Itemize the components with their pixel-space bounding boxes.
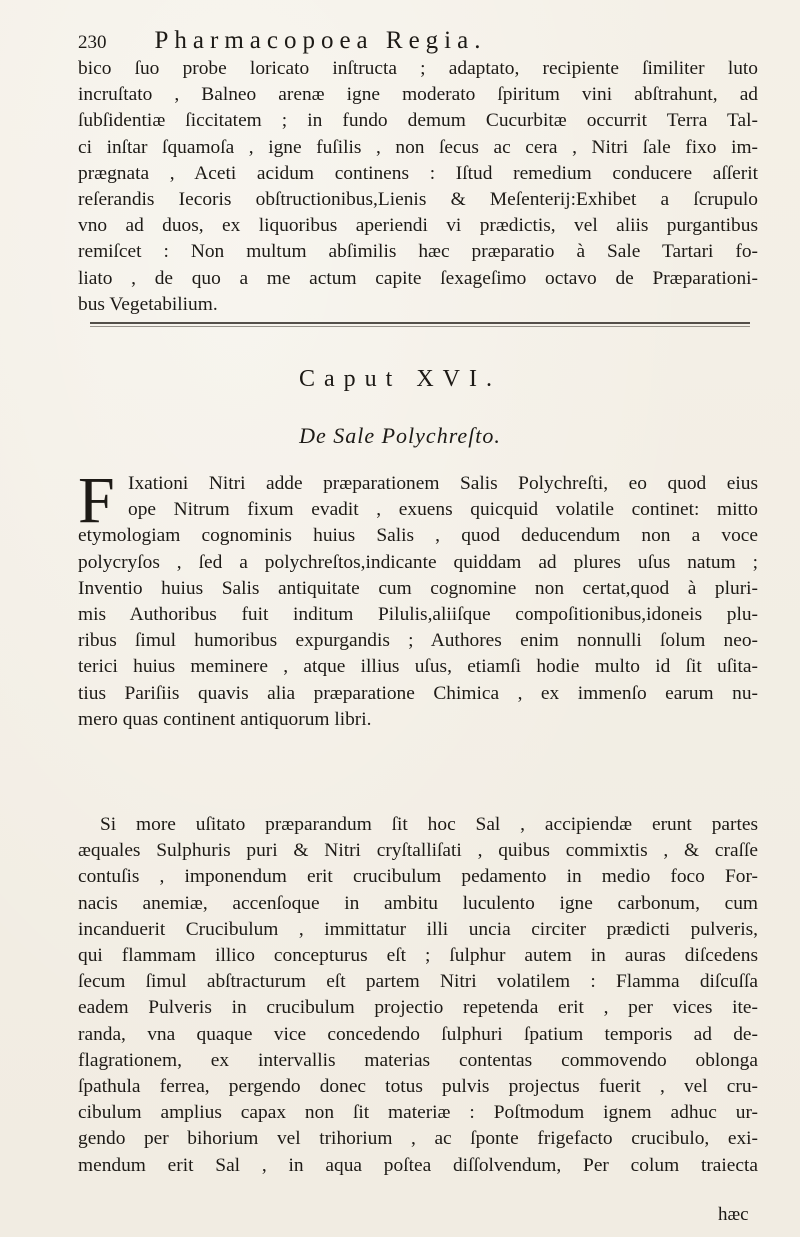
text-line: Ixationi Nitri adde præparationem Salis Polychreſti, eo quod eius: [128, 473, 758, 494]
text-line: cibulum amplius capax non ſit materiæ : Poſtmodum ignem adhuc ur-: [78, 1102, 758, 1124]
section-divider: [90, 322, 750, 324]
second-paragraph: [78, 812, 758, 1179]
running-head: [78, 20, 758, 60]
drop-cap-initial: F: [78, 464, 115, 537]
text-line: Si more uſitato præparandum ſit hoc Sal , accipiendæ erunt partes: [100, 814, 758, 835]
text-line: liato , de quo a me actum capite ſexageſimo octavo de Præparationi-: [78, 267, 758, 289]
text-line: qui flammam illico concepturus eſt ; ſulphur autem in auras diſcedens: [78, 945, 758, 967]
text-line: remiſcet : Non multum abſimilis hæc præparatio à Sale Tartari fo-: [78, 241, 758, 263]
text-line: gendo per bihorium vel trihorium , ac ſponte frigefacto crucibulo, exi-: [78, 1128, 758, 1150]
page-number: 230: [78, 32, 107, 53]
text-line: ſecum ſimul abſtracturum eſt partem Nitri volatilem : Flamma diſcuſſa: [78, 971, 758, 993]
text-line: mis Authoribus fuit inditum Pilulis,aliiſque compoſitionibus,idoneis plu-: [78, 604, 758, 626]
section-divider-secondary: [90, 326, 750, 327]
text-line: ribus ſimul humoribus expurgandis ; Authores enim nonnulli ſolum neo-: [78, 630, 758, 652]
chapter-heading: Caput XVI.: [299, 366, 501, 392]
text-line: incanduerit Crucibulum , immittatur illi uncia circiter prædicti pulveris,: [78, 918, 758, 940]
running-title: Pharmacopoea Regia.: [154, 27, 487, 54]
text-line: bico ſuo probe loricato inſtructa ; adaptato, recipiente ſimiliter luto: [78, 58, 758, 79]
text-line: Inventio huius Salis antiquitate cum cognomine non certat,quod à pluri-: [78, 577, 758, 599]
text-line: ci inſtar ſquamoſa , igne fuſilis , non ſecus ac cera , Nitri ſale fixo im-: [78, 136, 758, 158]
text-line: ſubſidentiæ ſiccitatem ; in fundo demum Cucurbitæ occurrit Terra Tal-: [78, 110, 758, 132]
chapter-title: De Sale Polychreſto.: [299, 423, 501, 448]
text-line: eadem Pulveris in crucibulum projectio repetenda erit , per vices ite-: [78, 997, 758, 1019]
main-paragraph: [78, 471, 758, 733]
text-line: mendum erit Sal , in aqua poſtea diſſolvendum, Per colum traiecta: [78, 1154, 758, 1176]
text-line: etymologiam cognominis huius Salis , quod deducendum non a voce: [78, 525, 758, 547]
text-line: ope Nitrum fixum evadit , exuens quicquid volatile continet: mitto: [128, 499, 758, 521]
text-line: randa, vna quaque vice concedendo ſulphuri ſpatium temporis ad de-: [78, 1023, 758, 1045]
text-line: incruſtato , Balneo arenæ igne moderato ſpiritum vini abſtrahunt, ad: [78, 84, 758, 106]
text-line: tius Pariſiis quavis alia præparatione Chimica , ex immenſo earum nu-: [78, 682, 758, 704]
text-line: terici huius meminere , atque illius uſus, etiamſi hodie multo id ſit uſita-: [78, 656, 758, 678]
text-line: reſerandis Iecoris obſtructionibus,Lienis & Meſenterij:Exhibet a ſcrupulo: [78, 189, 758, 211]
catchword: hæc: [718, 1204, 749, 1225]
continued-paragraph: [78, 56, 758, 318]
text-line: polycryſos , ſed a polychreſtos,indicante quiddam ad plures uſus natum ;: [78, 551, 758, 573]
text-line: flagrationem, ex intervallis materias contentas commovendo oblonga: [78, 1049, 758, 1071]
text-line: nacis anemiæ, accenſoque in ambitu luculento igne carbonum, cum: [78, 892, 758, 914]
text-line: contuſis , imponendum erit crucibulum pedamento in medio foco For-: [78, 866, 758, 888]
text-line: bus Vegetabilium.: [78, 293, 218, 315]
text-line: mero quas continent antiquorum libri.: [78, 708, 372, 730]
text-line: prægnata , Aceti acidum continens : Iſtud remedium conducere aſſerit: [78, 162, 758, 184]
text-line: vno ad duos, ex liquoribus aperiendi vi prædictis, vel aliis purgantibus: [78, 215, 758, 237]
text-line: æquales Sulphuris puri & Nitri cryſtalliſati , quibus commixtis , & craſſe: [78, 840, 758, 862]
text-line: ſpathula ferrea, pergendo donec totus pulvis projectus fuerit , vel cru-: [78, 1076, 758, 1098]
